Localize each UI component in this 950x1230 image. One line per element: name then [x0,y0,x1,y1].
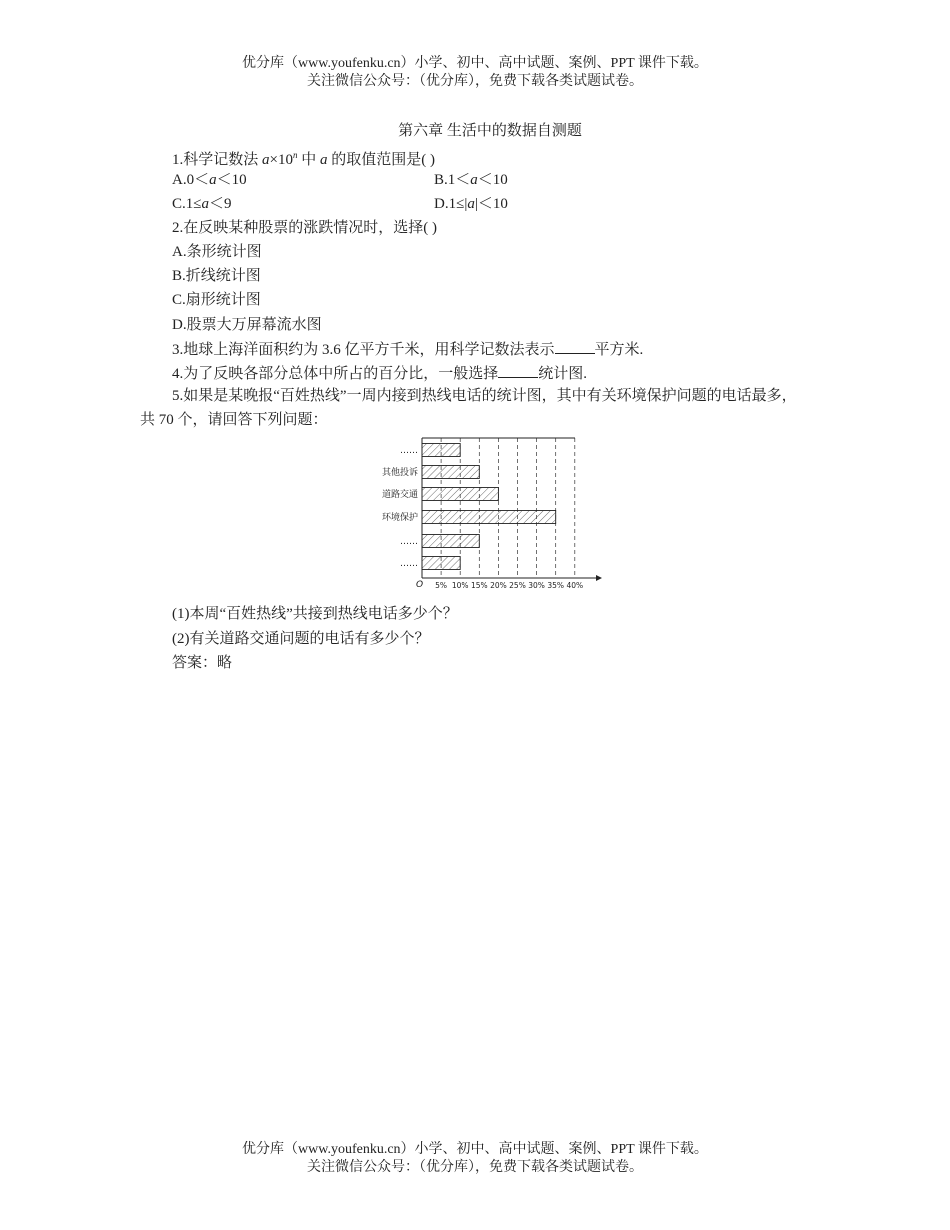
q1-d-pre: D.1≤| [434,196,468,212]
category-label: …… [400,537,418,547]
header-line-2: 关注微信公众号：（优分库），免费下载各类试题试卷。 [307,74,643,89]
category-label: 其他投诉 [381,468,418,478]
q5-sub-2: (2)有关道路交通问题的电话有多少个？ [172,631,430,647]
page-header [0,55,950,91]
q2-option-b: B.折线统计图 [172,268,261,284]
q1-d-post: |＜10 [474,196,508,212]
category-label: …… [400,559,418,569]
q4-post: 统计图. [538,366,588,382]
bar [422,444,460,457]
bar [422,466,479,479]
q1-a-pre: A.0＜ [172,172,210,188]
bar [422,557,460,570]
question-3 [172,339,643,360]
q1-b-var: a [470,172,478,188]
q1-option-a [172,170,247,190]
q1-c-pre: C.1≤ [172,196,202,212]
bar [422,511,556,524]
tick-label: 5% [435,581,448,590]
q1-c-var: a [201,196,209,212]
q1-a-var: a [209,172,217,188]
q1-exp: n [292,150,298,160]
q3-pre: 3.地球上海洋面积约为 3.6 亿平方千米，用科学记数法表示 [172,342,555,358]
x-axis-arrow [596,575,602,581]
footer-line-2: 关注微信公众号：（优分库），免费下载各类试题试卷。 [307,1160,643,1175]
chart-grid [441,438,575,578]
q1-a-post: ＜10 [216,172,247,188]
tick-label: 15% [470,581,488,590]
q4-answer-blank [498,363,538,378]
q1-c-post: ＜9 [209,196,232,212]
q1-b-post: ＜10 [477,172,508,188]
origin-label: O [416,580,424,590]
q1-times: ×10 [269,152,293,168]
tick-label: 20% [490,581,507,590]
question-4 [172,363,587,384]
tick-label: 35% [547,581,565,590]
chart-category-labels [382,446,418,569]
category-label: 道路交通 [381,490,418,500]
tick-label: 10% [451,581,469,590]
q1-b-pre: B.1＜ [434,172,471,188]
footer-line-1: 优分库（www.youfenku.cn）小学、初中、高中试题、案例、PPT 课件下载。 [242,1142,708,1157]
question-5-stem: 5.如果是某晚报“百姓热线”一周内接到热线电话的统计图，其中有关环境保护问题的电话最多，共 70 个，请回答下列问题： [140,388,797,428]
q1-option-c [172,194,232,214]
question-2-stem: 2.在反映某种股票的涨跌情况时，选择( ) [172,220,437,236]
q1-stem-post: 的取值范围是( ) [327,152,435,168]
bar-chart [360,432,610,592]
category-label: …… [400,446,418,456]
q1-stem-mid: 中 [297,152,320,168]
header-line-1: 优分库（www.youfenku.cn）小学、初中、高中试题、案例、PPT 课件下载。 [242,56,708,71]
q1-stem-pre: 1.科学记数法 [172,152,263,168]
tick-label: 30% [528,581,545,590]
tick-label: 40% [566,581,584,590]
chart-bars [422,444,556,570]
page-title: 第六章 生活中的数据自测题 [398,123,582,139]
q2-option-d: D.股票大万屏幕流水图 [172,317,322,333]
q1-var-a: a [262,152,270,168]
bar [422,488,498,501]
q3-post: 平方米. [594,342,644,358]
chart-tick-labels [435,581,583,590]
page-footer [0,1141,950,1177]
answer-text: 答案：略 [172,655,233,671]
q1-option-d [434,194,508,214]
q1-option-b [434,170,508,190]
category-label: 环境保护 [381,513,418,523]
q2-option-a: A.条形统计图 [172,244,262,260]
q2-option-c: C.扇形统计图 [172,292,261,308]
bar [422,535,479,548]
q1-d-var: a [467,196,475,212]
q5-sub-1: (1)本周“百姓热线”共接到热线电话多少个？ [172,606,458,622]
tick-label: 25% [509,581,526,590]
q1-var-a2: a [320,152,328,168]
q3-answer-blank [555,339,595,354]
q4-pre: 4.为了反映各部分总体中所占的百分比，一般选择 [172,366,499,382]
question-1-stem [172,145,435,170]
